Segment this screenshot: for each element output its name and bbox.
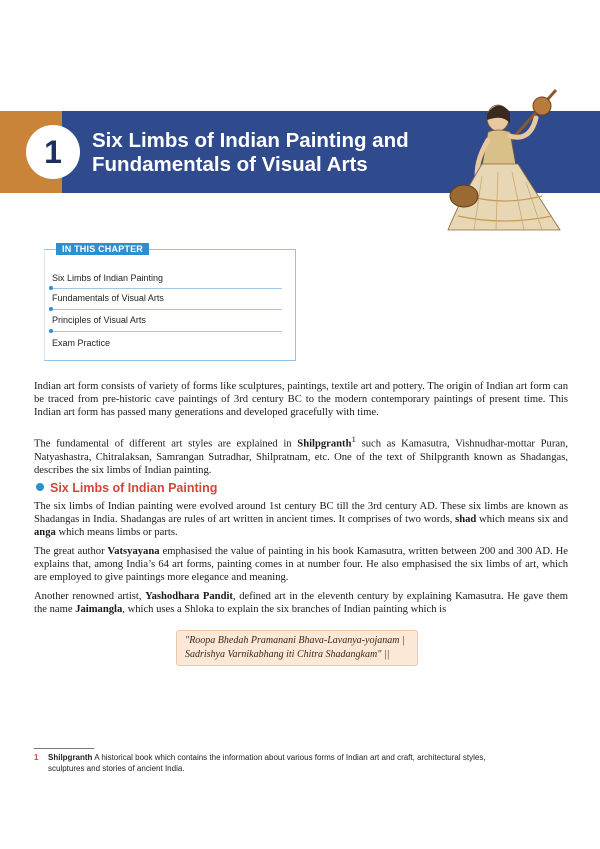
text-span: , defined art in the eleventh century by explaining Kamasutra. He gave them the name [34, 591, 568, 616]
toc-divider [52, 331, 282, 332]
term-shad: shad [455, 514, 477, 526]
toc-item-exam-practice[interactable]: Exam Practice [52, 338, 111, 348]
text-span: which means six and [476, 514, 568, 526]
intro-paragraph: Indian art form consists of variety of forms like sculptures, paintings, textile art and pottery. The origin of Indian art form can be traced from pre-historic cave paintings of 3rd century BC to the modern contemporary paintings of present time. This Indian art form has passed many generations and developed gracefully with time. [34, 381, 568, 419]
footnote-term: Shilpgranth [48, 753, 93, 762]
footnote-text [48, 752, 504, 774]
musician-illustration [438, 84, 568, 234]
footnote-ref[interactable]: 1 [351, 434, 356, 444]
vatsyayana-paragraph [34, 545, 568, 585]
toc-heading: IN THIS CHAPTER [56, 243, 149, 255]
text-span: Another renowned artist, [34, 591, 146, 602]
toc-divider [52, 288, 282, 289]
shloka-line-1: "Roopa Bhedah Pramanani Bhava-Lavanya-yojanam | [185, 635, 405, 646]
section-heading [36, 481, 217, 495]
text-span: , which uses a Shloka to explain the six branches of Indian painting which is [122, 604, 447, 616]
yashodhara-paragraph [34, 590, 568, 616]
shloka-quote-box [176, 630, 418, 666]
shloka-line-2: Sadrishya Varnikabhang iti Chitra Shadangkam" || [185, 649, 390, 660]
chapter-number: 1 [26, 125, 80, 179]
text-span: The great author [34, 546, 108, 557]
footnote-rule [34, 748, 94, 749]
toc-divider [52, 309, 282, 310]
shadangas-paragraph [34, 500, 568, 540]
bullet-dot-icon [49, 286, 53, 290]
term-shilpgranth: Shilpgranth [297, 438, 352, 450]
term-anga: anga [34, 527, 56, 539]
shilpgranth-paragraph [34, 433, 568, 477]
text-span: emphasised the value of painting in his book Kamasutra, written between 200 and 300 AD. He explains that, among India’s 64 art forms, painting comes in at number four. He also emphasised the six limbs of art, which are employed to give paintings more elegance and meaning. [34, 546, 568, 584]
bullet-dot-icon [36, 483, 44, 491]
bullet-dot-icon [49, 329, 53, 333]
term-jaimangla: Jaimangla [75, 604, 123, 616]
text-span: which means limbs or parts. [55, 527, 178, 539]
term-vatsyayana: Vatsyayana [107, 546, 160, 557]
section-heading-text: Six Limbs of Indian Painting [50, 481, 218, 495]
text-span: The six limbs of Indian painting were evolved around 1st century BC till the 3rd century AD. These six limbs are known as Shadangas in India. Shadangas are rules of art written in ancient times. It comprises of two words, [34, 501, 568, 526]
text-span: A historical book which contains the information about various forms of Indian art and craft, architectural styles, sculptures and stories of ancient India. [48, 753, 486, 773]
bullet-dot-icon [49, 307, 53, 311]
term-yashodhara: Yashodhara Pandit [145, 591, 233, 602]
toc-item-principles[interactable]: Principles of Visual Arts [52, 315, 146, 325]
footnote-number: 1 [34, 753, 39, 762]
toc-item-six-limbs[interactable]: Six Limbs of Indian Painting [52, 273, 164, 283]
chapter-title: Six Limbs of Indian Painting and Fundamentals of Visual Arts [92, 129, 409, 176]
text-span: The fundamental of different art styles are explained in [34, 438, 298, 450]
text-span: such as Kamasutra, Vishnudhar-mottar Puran, Natyashastra, Chitralaksan, Samrangan Sutradhar, Shilpratnam, etc. One of the text of Shilpgranth known as Shadangas, describes the six limbs of Indian painting. [34, 438, 568, 476]
toc-item-fundamentals[interactable]: Fundamentals of Visual Arts [52, 293, 164, 303]
